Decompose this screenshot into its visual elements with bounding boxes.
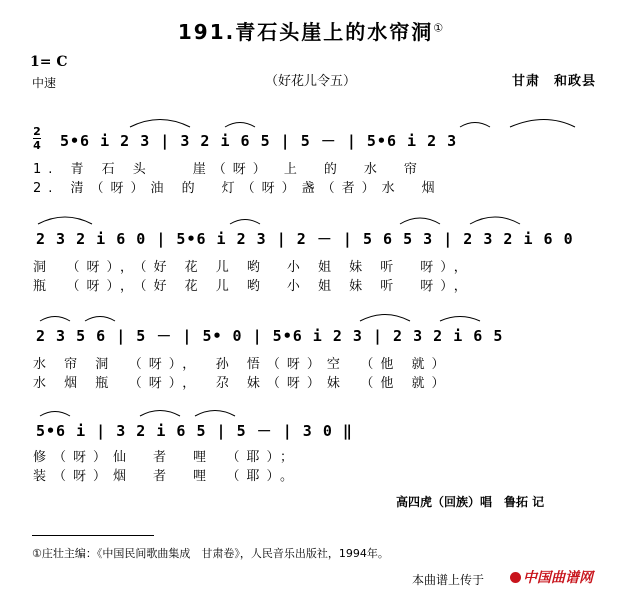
slur — [40, 412, 70, 417]
tempo-marking: 中速 — [32, 76, 57, 90]
upload-text: 本曲谱上传于 — [412, 573, 485, 587]
region-label: 甘肃 和政县 — [512, 74, 597, 89]
lyric-verse1-line-3: 水 帘 洞 （呀）， 孙 悟（呀）空 （他 就） — [33, 357, 452, 372]
notation-line-2: 2 3 2 i 6 0 | 5•6 i 2 3 | 2 － | 5 6 5 3 | 2 3 2 i 6 0 — [36, 230, 574, 248]
slur — [140, 411, 180, 417]
notation-line-4: 5•6 i | 3 2 i 6 5 | 5 － | 3 0 ‖ — [36, 422, 353, 440]
slur — [130, 120, 190, 128]
performer-credit: 高四虎（回族）唱 鲁拓 记 — [396, 495, 545, 509]
footnote-text: ①庄壮主编：《中国民间歌曲集成 甘肃卷》，人民音乐出版社，1994年。 — [32, 547, 389, 560]
slur — [38, 217, 92, 224]
slur — [360, 315, 410, 322]
logo-text: 中国曲谱网 — [523, 570, 593, 586]
lyric-verse1-line-1: 1. 青 石 头 崖（呀） 上 的 水 帘 — [33, 162, 424, 177]
title-footnote-marker: ① — [433, 21, 446, 35]
tune-subtitle: （好花儿令五） — [265, 74, 357, 89]
slur — [460, 123, 490, 128]
title-text: 191.青石头崖上的水帘洞 — [177, 20, 434, 44]
lyric-verse2-line-1: 2. 清（呀）油 的 灯（呀）盏（者）水 烟 — [33, 181, 442, 196]
notation-line-3: 2 3 5 6 | 5 － | 5• 0 | 5•6 i 2 3 | 2 3 2 i 6 5 — [36, 327, 504, 345]
time-signature-bottom: 4 — [33, 139, 41, 152]
lyric-verse2-line-2: 瓶 （呀），（好 花 儿 哟 小 姐 妹 听 呀）， — [33, 279, 474, 294]
slur — [510, 120, 575, 128]
slur — [40, 317, 70, 322]
slur — [470, 217, 520, 224]
slur — [225, 123, 255, 128]
lyric-verse1-line-4: 修（呀）仙 者 哩 （耶）； — [33, 450, 301, 465]
notation-line-1: 5•6 i 2 3 | 3 2 i 6 5 | 5 － | 5•6 i 2 3 — [60, 132, 458, 150]
lyric-verse2-line-4: 装（呀）烟 者 哩 （耶）。 — [33, 469, 301, 484]
lyric-verse1-line-2: 洞 （呀），（好 花 儿 哟 小 姐 妹 听 呀）， — [33, 260, 474, 275]
slur — [230, 220, 260, 225]
lyric-verse2-line-3: 水 烟 瓶 （呀）， 尕 妹（呀）妹 （他 就） — [33, 376, 452, 391]
slur — [440, 317, 480, 322]
footnote-divider — [32, 535, 154, 536]
slur — [195, 411, 235, 417]
slur — [400, 218, 440, 224]
globe-icon — [510, 572, 521, 583]
slur — [85, 317, 115, 322]
key-signature: 1= C — [30, 54, 68, 70]
time-signature-top: 2 — [33, 125, 41, 138]
site-logo[interactable] — [510, 567, 593, 587]
